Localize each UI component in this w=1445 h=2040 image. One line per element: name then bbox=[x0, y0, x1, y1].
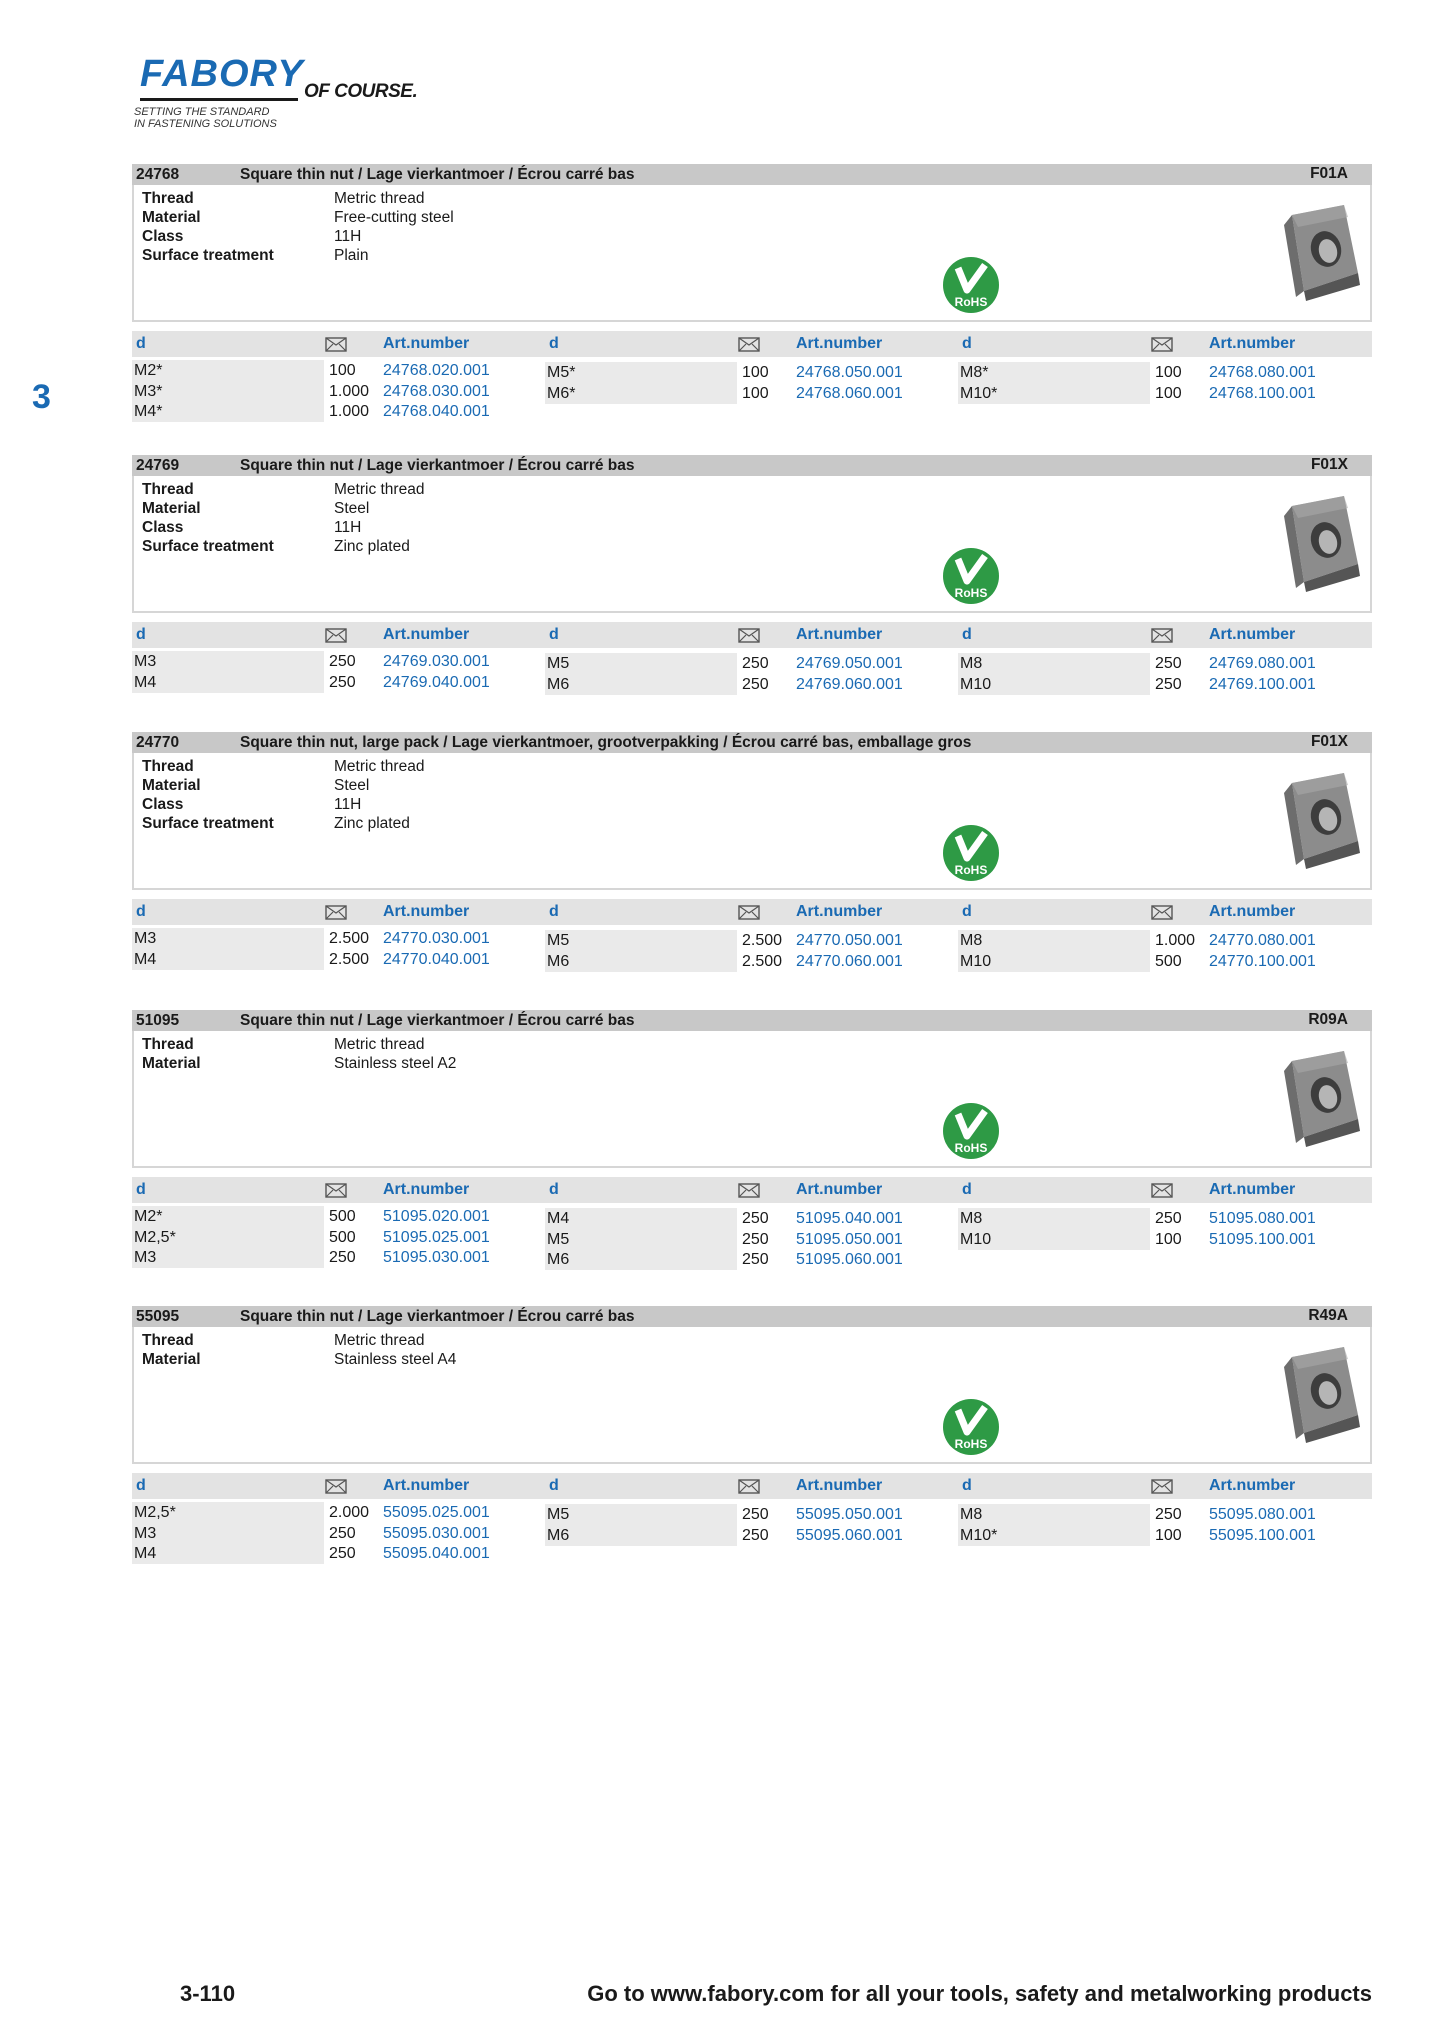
cell-pack-quantity: 500 bbox=[1155, 952, 1182, 970]
cell-pack-quantity: 250 bbox=[742, 1230, 769, 1248]
spec-value: Zinc plated bbox=[334, 815, 410, 832]
article-code: 24768 bbox=[136, 165, 180, 183]
square-nut-icon bbox=[1278, 490, 1364, 594]
cell-art-number[interactable]: 24770.050.001 bbox=[796, 932, 903, 949]
cell-diameter: M3 bbox=[132, 928, 324, 949]
cell-pack-quantity: 2.500 bbox=[329, 930, 370, 947]
column-header-art-number: Art.number bbox=[796, 626, 883, 643]
cell-art-number[interactable]: 24768.100.001 bbox=[1209, 384, 1316, 402]
cell-art-number[interactable]: 24768.080.001 bbox=[1209, 364, 1316, 381]
square-nut-icon bbox=[1278, 199, 1364, 303]
rohs-check-icon bbox=[942, 824, 1000, 882]
cell-pack-quantity: 100 bbox=[1155, 1526, 1182, 1544]
cell-diameter: M6 bbox=[545, 674, 737, 695]
column-header-d: d bbox=[549, 1181, 559, 1198]
cell-art-number[interactable]: 24770.080.001 bbox=[1209, 932, 1316, 949]
cell-art-number[interactable]: 55095.040.001 bbox=[383, 1545, 490, 1562]
cell-pack-quantity: 250 bbox=[329, 1524, 356, 1542]
column-header-art-number: Art.number bbox=[1209, 335, 1296, 352]
spec-value: Metric thread bbox=[334, 481, 425, 498]
cell-diameter: M8* bbox=[958, 362, 1150, 383]
spec-value: 11H bbox=[334, 796, 362, 813]
envelope-icon bbox=[1151, 1479, 1173, 1494]
cell-art-number[interactable]: 55095.025.001 bbox=[383, 1504, 490, 1521]
cell-pack-quantity: 250 bbox=[329, 653, 356, 670]
column-header-art-number: Art.number bbox=[1209, 626, 1296, 643]
cell-art-number[interactable]: 24769.080.001 bbox=[1209, 655, 1316, 672]
spec-label: Material bbox=[142, 209, 201, 226]
rohs-check-icon bbox=[942, 256, 1000, 314]
rohs-check-icon bbox=[942, 547, 1000, 605]
envelope-icon bbox=[738, 905, 760, 920]
column-header-d: d bbox=[962, 903, 972, 920]
cell-diameter: M6 bbox=[545, 1525, 737, 1546]
cell-art-number[interactable]: 24770.060.001 bbox=[796, 952, 903, 970]
cell-art-number[interactable]: 55095.100.001 bbox=[1209, 1526, 1316, 1544]
spec-label: Class bbox=[142, 796, 184, 813]
cell-diameter: M3 bbox=[132, 1247, 324, 1268]
cell-diameter: M10* bbox=[958, 383, 1150, 404]
spec-label: Thread bbox=[142, 1332, 194, 1349]
cell-art-number[interactable]: 51095.020.001 bbox=[383, 1208, 490, 1225]
cell-art-number[interactable]: 24770.100.001 bbox=[1209, 952, 1316, 970]
cell-art-number[interactable]: 24770.030.001 bbox=[383, 930, 490, 947]
spec-box bbox=[132, 185, 1372, 322]
section-header bbox=[132, 732, 1372, 753]
cell-diameter: M10* bbox=[958, 1525, 1150, 1546]
cell-diameter: M2* bbox=[132, 1206, 324, 1227]
spec-box bbox=[132, 1327, 1372, 1464]
cell-pack-quantity: 250 bbox=[742, 1251, 769, 1268]
spec-label: Material bbox=[142, 500, 201, 517]
rohs-label: RoHS bbox=[954, 586, 988, 600]
spec-value: Metric thread bbox=[334, 190, 425, 207]
cell-diameter: M2* bbox=[132, 360, 324, 381]
spec-value: Stainless steel A4 bbox=[334, 1351, 457, 1368]
cell-art-number[interactable]: 24768.030.001 bbox=[383, 382, 490, 400]
cell-diameter: M6 bbox=[545, 951, 737, 972]
column-header-d: d bbox=[549, 1477, 559, 1494]
cell-diameter: M5 bbox=[545, 1229, 737, 1250]
column-header-d: d bbox=[962, 335, 972, 352]
cell-diameter: M10 bbox=[958, 674, 1150, 695]
cell-pack-quantity: 500 bbox=[329, 1228, 356, 1246]
envelope-icon bbox=[325, 1479, 347, 1494]
column-header-art-number: Art.number bbox=[1209, 1477, 1296, 1494]
spec-value: Free-cutting steel bbox=[334, 209, 454, 226]
table-header bbox=[132, 899, 1372, 925]
envelope-icon bbox=[738, 1183, 760, 1198]
table-header bbox=[132, 1473, 1372, 1499]
cell-art-number[interactable]: 24769.060.001 bbox=[796, 675, 903, 693]
column-header-d: d bbox=[136, 1181, 146, 1198]
article-code: 24770 bbox=[136, 733, 180, 751]
grade-code: F01X bbox=[1310, 733, 1348, 750]
cell-diameter: M2,5* bbox=[132, 1502, 324, 1523]
cell-diameter: M8 bbox=[958, 653, 1150, 674]
brand-tagline-2: IN FASTENING SOLUTIONS bbox=[134, 118, 277, 130]
square-nut-icon bbox=[1278, 1045, 1364, 1149]
section-header bbox=[132, 164, 1372, 185]
spec-value: Steel bbox=[334, 500, 370, 517]
cell-art-number[interactable]: 24770.040.001 bbox=[383, 950, 490, 968]
cell-art-number[interactable]: 51095.100.001 bbox=[1209, 1230, 1316, 1248]
spec-value: 11H bbox=[334, 519, 362, 536]
brand-slogan: OF COURSE. bbox=[304, 81, 418, 102]
cell-diameter: M4 bbox=[132, 672, 324, 693]
column-header-d: d bbox=[549, 903, 559, 920]
spec-label: Class bbox=[142, 519, 184, 536]
column-header-d: d bbox=[136, 626, 146, 643]
cell-diameter: M10 bbox=[958, 1229, 1150, 1250]
cell-diameter: M4* bbox=[132, 401, 324, 422]
cell-pack-quantity: 250 bbox=[329, 1249, 356, 1266]
envelope-icon bbox=[1151, 628, 1173, 643]
spec-label: Thread bbox=[142, 481, 194, 498]
cell-pack-quantity: 250 bbox=[1155, 675, 1182, 693]
spec-value: 11H bbox=[334, 228, 362, 245]
envelope-icon bbox=[738, 628, 760, 643]
cell-art-number[interactable]: 24768.020.001 bbox=[383, 362, 490, 379]
column-header-art-number: Art.number bbox=[1209, 903, 1296, 920]
cell-pack-quantity: 250 bbox=[742, 1526, 769, 1544]
article-code: 51095 bbox=[136, 1011, 180, 1029]
brand-name: FABORY bbox=[140, 53, 304, 95]
cell-art-number[interactable]: 24769.100.001 bbox=[1209, 675, 1316, 693]
spec-label: Surface treatment bbox=[142, 538, 274, 555]
product-section-24768 bbox=[132, 164, 1372, 420]
cell-art-number[interactable]: 24768.060.001 bbox=[796, 384, 903, 402]
cell-pack-quantity: 100 bbox=[742, 364, 769, 381]
spec-value: Plain bbox=[334, 247, 369, 264]
brand-tagline-1: SETTING THE STANDARD bbox=[134, 106, 270, 118]
column-header-d: d bbox=[136, 903, 146, 920]
cell-diameter: M8 bbox=[958, 1208, 1150, 1229]
column-header-art-number: Art.number bbox=[383, 335, 470, 352]
table-header bbox=[132, 1177, 1372, 1203]
rohs-label: RoHS bbox=[954, 863, 988, 877]
cell-diameter: M6* bbox=[545, 383, 737, 404]
cell-art-number[interactable]: 24768.050.001 bbox=[796, 364, 903, 381]
cell-art-number[interactable]: 51095.080.001 bbox=[1209, 1210, 1316, 1227]
column-header-art-number: Art.number bbox=[796, 1477, 883, 1494]
cell-diameter: M3 bbox=[132, 651, 324, 672]
spec-value: Steel bbox=[334, 777, 370, 794]
product-section-51095 bbox=[132, 1010, 1372, 1268]
section-title: Square thin nut / Lage vierkantmoer / Écrou carré bas bbox=[240, 1011, 635, 1029]
cell-art-number[interactable]: 24769.030.001 bbox=[383, 653, 490, 670]
spec-label: Thread bbox=[142, 758, 194, 775]
cell-art-number[interactable]: 51095.040.001 bbox=[796, 1210, 903, 1227]
spec-box bbox=[132, 1031, 1372, 1168]
column-header-d: d bbox=[962, 1181, 972, 1198]
cell-diameter: M2,5* bbox=[132, 1227, 324, 1248]
column-header-art-number: Art.number bbox=[796, 903, 883, 920]
cell-pack-quantity: 250 bbox=[742, 1506, 769, 1523]
spec-value: Metric thread bbox=[334, 758, 425, 775]
rohs-label: RoHS bbox=[954, 295, 988, 309]
column-header-art-number: Art.number bbox=[796, 1181, 883, 1198]
spec-value: Stainless steel A2 bbox=[334, 1055, 457, 1072]
cell-pack-quantity: 1.000 bbox=[329, 382, 370, 400]
article-code: 55095 bbox=[136, 1307, 180, 1325]
cell-diameter: M4 bbox=[545, 1208, 737, 1229]
section-header bbox=[132, 455, 1372, 476]
cell-pack-quantity: 250 bbox=[329, 1545, 356, 1562]
cell-diameter: M8 bbox=[958, 930, 1150, 951]
cell-diameter: M3* bbox=[132, 381, 324, 402]
spec-value: Metric thread bbox=[334, 1036, 425, 1053]
envelope-icon bbox=[738, 1479, 760, 1494]
spec-label: Class bbox=[142, 228, 184, 245]
grade-code: R49A bbox=[1308, 1307, 1348, 1324]
spec-label: Surface treatment bbox=[142, 815, 274, 832]
table-header bbox=[132, 331, 1372, 357]
cell-diameter: M6 bbox=[545, 1249, 737, 1270]
section-title: Square thin nut / Lage vierkantmoer / Écrou carré bas bbox=[240, 165, 635, 183]
spec-box bbox=[132, 753, 1372, 890]
cell-art-number[interactable]: 24768.040.001 bbox=[383, 403, 490, 420]
cell-pack-quantity: 100 bbox=[1155, 364, 1182, 381]
cell-art-number[interactable]: 24769.050.001 bbox=[796, 655, 903, 672]
envelope-icon bbox=[1151, 1183, 1173, 1198]
cell-art-number[interactable]: 51095.025.001 bbox=[383, 1228, 490, 1246]
spec-label: Thread bbox=[142, 190, 194, 207]
product-section-24770 bbox=[132, 732, 1372, 970]
spec-label: Surface treatment bbox=[142, 247, 274, 264]
cell-pack-quantity: 1.000 bbox=[329, 403, 370, 420]
envelope-icon bbox=[1151, 905, 1173, 920]
brand-underline bbox=[140, 98, 298, 101]
rohs-check-icon bbox=[942, 1398, 1000, 1456]
cell-pack-quantity: 250 bbox=[1155, 1506, 1182, 1523]
cell-pack-quantity: 1.000 bbox=[1155, 932, 1196, 949]
section-header bbox=[132, 1010, 1372, 1031]
spec-label: Material bbox=[142, 777, 201, 794]
cell-pack-quantity: 100 bbox=[1155, 1230, 1182, 1248]
cell-art-number[interactable]: 24769.040.001 bbox=[383, 673, 490, 691]
grade-code: F01A bbox=[1310, 165, 1348, 182]
product-section-24769 bbox=[132, 455, 1372, 693]
article-code: 24769 bbox=[136, 456, 180, 474]
cell-pack-quantity: 250 bbox=[742, 1210, 769, 1227]
cell-pack-quantity: 250 bbox=[1155, 655, 1182, 672]
column-header-d: d bbox=[962, 1477, 972, 1494]
column-header-art-number: Art.number bbox=[383, 1477, 470, 1494]
grade-code: F01X bbox=[1310, 456, 1348, 473]
square-nut-icon bbox=[1278, 767, 1364, 871]
envelope-icon bbox=[325, 905, 347, 920]
spec-label: Material bbox=[142, 1055, 201, 1072]
cell-art-number[interactable]: 55095.050.001 bbox=[796, 1506, 903, 1523]
cell-pack-quantity: 500 bbox=[329, 1208, 356, 1225]
grade-code: R09A bbox=[1308, 1011, 1348, 1028]
spec-label: Thread bbox=[142, 1036, 194, 1053]
column-header-art-number: Art.number bbox=[383, 1181, 470, 1198]
cell-pack-quantity: 2.500 bbox=[742, 932, 783, 949]
chapter-number: 3 bbox=[32, 378, 51, 416]
envelope-icon bbox=[325, 1183, 347, 1198]
column-header-d: d bbox=[549, 335, 559, 352]
rohs-label: RoHS bbox=[954, 1437, 988, 1451]
cell-diameter: M5 bbox=[545, 653, 737, 674]
cell-art-number[interactable]: 55095.030.001 bbox=[383, 1524, 490, 1542]
cell-diameter: M4 bbox=[132, 1543, 324, 1564]
cell-diameter: M5* bbox=[545, 362, 737, 383]
cell-diameter: M3 bbox=[132, 1523, 324, 1544]
cell-diameter: M10 bbox=[958, 951, 1150, 972]
envelope-icon bbox=[738, 337, 760, 352]
rohs-check-icon bbox=[942, 1102, 1000, 1160]
column-header-art-number: Art.number bbox=[383, 903, 470, 920]
cell-pack-quantity: 250 bbox=[742, 675, 769, 693]
spec-label: Material bbox=[142, 1351, 201, 1368]
spec-box bbox=[132, 476, 1372, 613]
product-section-55095 bbox=[132, 1306, 1372, 1562]
cell-diameter: M8 bbox=[958, 1504, 1150, 1525]
cell-pack-quantity: 250 bbox=[742, 655, 769, 672]
cell-pack-quantity: 100 bbox=[742, 384, 769, 402]
cell-art-number[interactable]: 51095.030.001 bbox=[383, 1249, 490, 1266]
square-nut-icon bbox=[1278, 1341, 1364, 1445]
cell-pack-quantity: 250 bbox=[329, 673, 356, 691]
column-header-art-number: Art.number bbox=[796, 335, 883, 352]
column-header-d: d bbox=[136, 1477, 146, 1494]
cell-pack-quantity: 2.500 bbox=[742, 952, 783, 970]
cell-art-number[interactable]: 55095.060.001 bbox=[796, 1526, 903, 1544]
section-header bbox=[132, 1306, 1372, 1327]
cell-pack-quantity: 2.500 bbox=[329, 950, 370, 968]
envelope-icon bbox=[325, 628, 347, 643]
spec-value: Metric thread bbox=[334, 1332, 425, 1349]
cell-pack-quantity: 100 bbox=[329, 362, 356, 379]
section-title: Square thin nut, large pack / Lage vierkantmoer, grootverpakking / Écrou carré bas, emballage gros bbox=[240, 733, 972, 751]
column-header-d: d bbox=[136, 335, 146, 352]
cell-art-number[interactable]: 51095.050.001 bbox=[796, 1230, 903, 1248]
section-title: Square thin nut / Lage vierkantmoer / Écrou carré bas bbox=[240, 456, 635, 474]
section-title: Square thin nut / Lage vierkantmoer / Écrou carré bas bbox=[240, 1307, 635, 1325]
page-number: 3-110 bbox=[180, 1981, 236, 2006]
rohs-label: RoHS bbox=[954, 1141, 988, 1155]
envelope-icon bbox=[325, 337, 347, 352]
cell-art-number[interactable]: 51095.060.001 bbox=[796, 1251, 903, 1268]
column-header-d: d bbox=[549, 626, 559, 643]
table-header bbox=[132, 622, 1372, 648]
envelope-icon bbox=[1151, 337, 1173, 352]
cell-pack-quantity: 2.000 bbox=[329, 1504, 370, 1521]
cell-diameter: M5 bbox=[545, 930, 737, 951]
spec-value: Zinc plated bbox=[334, 538, 410, 555]
cell-diameter: M4 bbox=[132, 949, 324, 970]
cell-pack-quantity: 250 bbox=[1155, 1210, 1182, 1227]
brand-logo bbox=[132, 52, 432, 132]
cell-diameter: M5 bbox=[545, 1504, 737, 1525]
column-header-d: d bbox=[962, 626, 972, 643]
column-header-art-number: Art.number bbox=[383, 626, 470, 643]
footer-text: Go to www.fabory.com for all your tools, safety and metalworking products bbox=[587, 1981, 1372, 2006]
cell-pack-quantity: 100 bbox=[1155, 384, 1182, 402]
column-header-art-number: Art.number bbox=[1209, 1181, 1296, 1198]
cell-art-number[interactable]: 55095.080.001 bbox=[1209, 1506, 1316, 1523]
